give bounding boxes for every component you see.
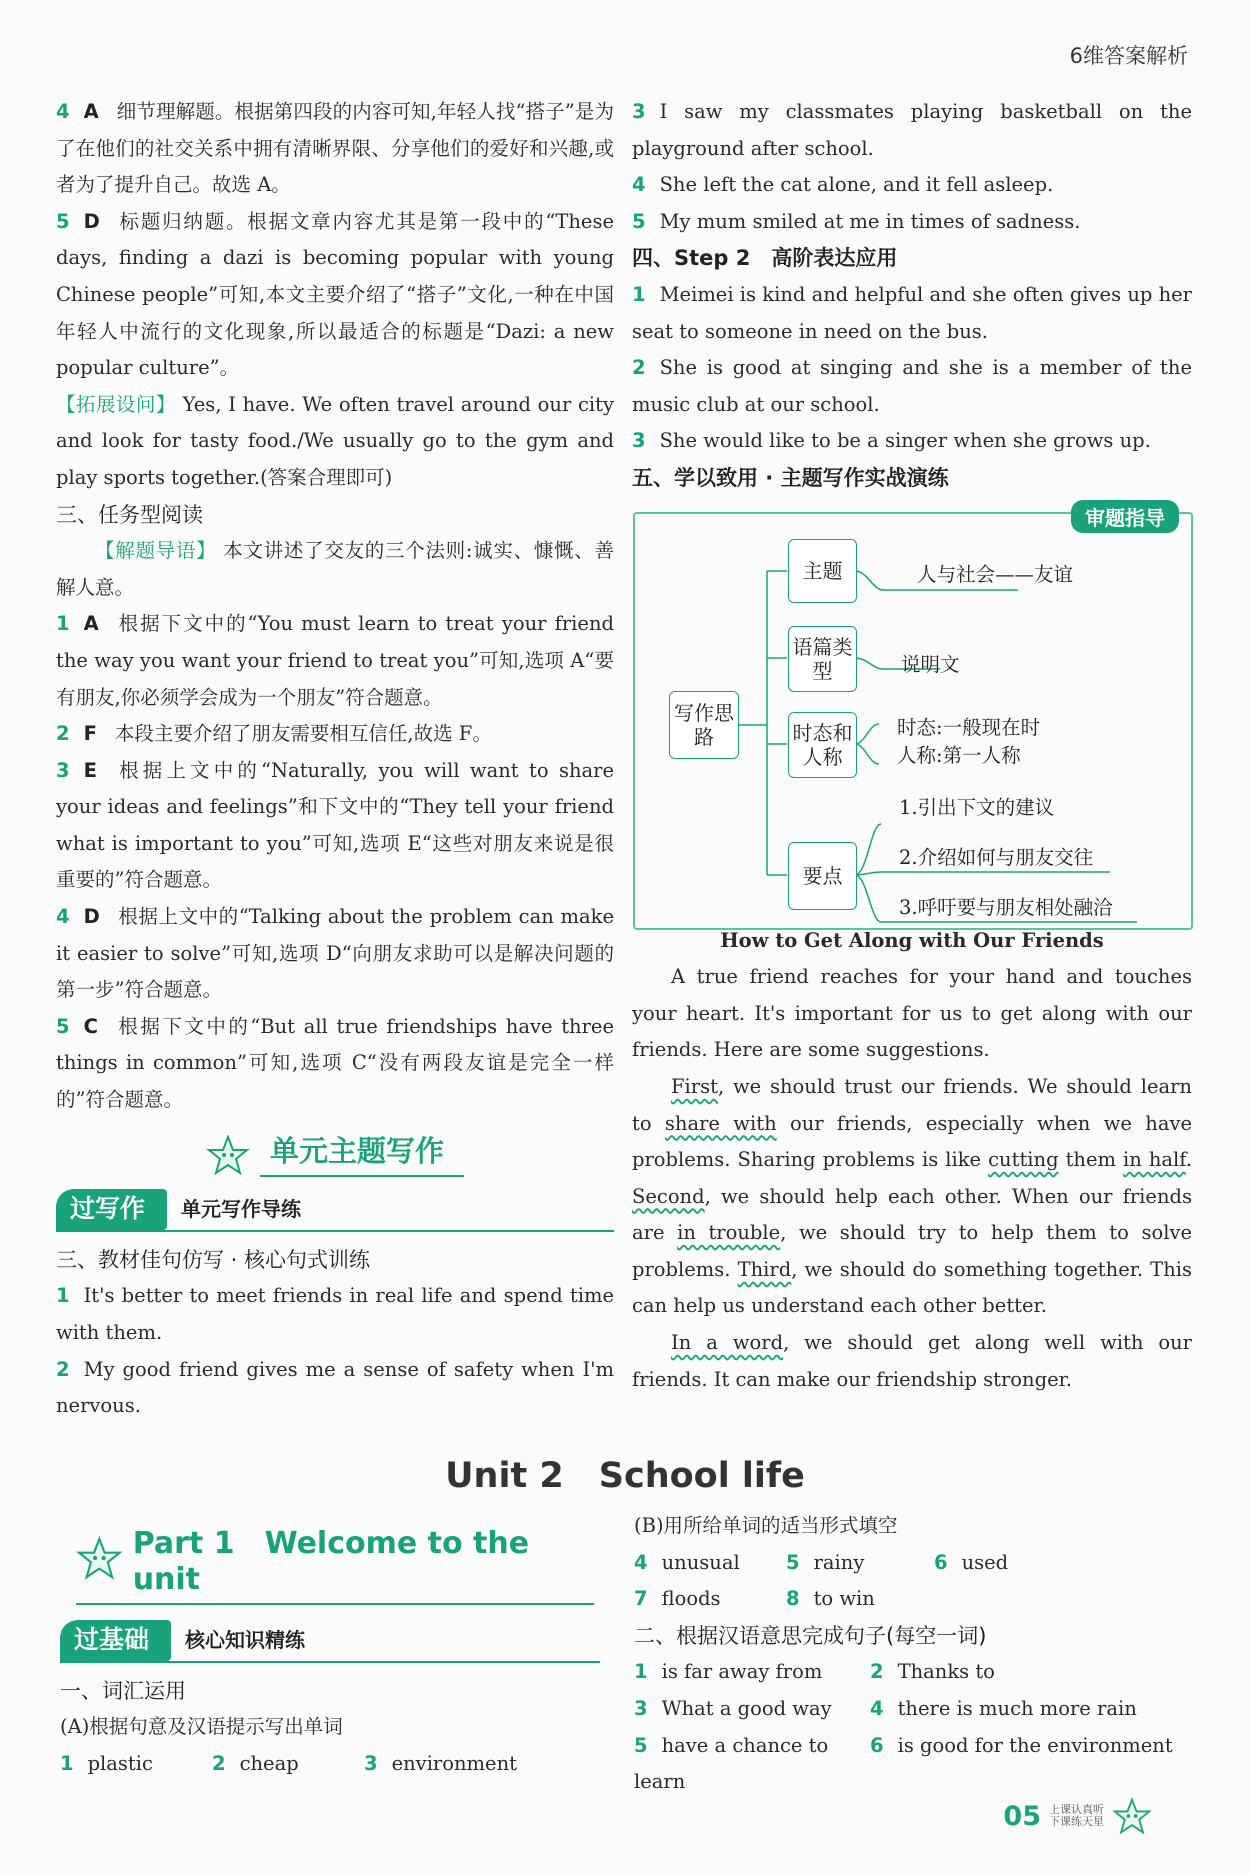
page-footer (1003, 1797, 1152, 1835)
star-mascot-icon (1112, 1797, 1152, 1835)
section-heading: 三、教材佳句仿写 · 核心句式训练 (56, 1247, 371, 1272)
sub-heading: (B)用所给单词的适当形式填空 (634, 1514, 898, 1537)
answer-row: 7 floods 8 to win (634, 1587, 875, 1611)
writing-guide-box (633, 506, 1193, 930)
left-column (56, 94, 614, 1425)
guide-point-1: 1.引出下文的建议 (899, 796, 1055, 819)
answer-row: 1 plastic 2 cheap 3 environment (60, 1751, 517, 1775)
guide-root-box: 写作思路 (669, 691, 739, 759)
basics-left (60, 1614, 600, 1782)
essay-paragraph: In a word, we should get along well with our friends. It can make our friendship stronger. (632, 1331, 1192, 1391)
guide-person-value: 人称:第一人称 (897, 744, 1021, 767)
section-heading: 四、Step 2 高阶表达应用 (632, 246, 898, 271)
guide-topic-box: 主题 (788, 539, 857, 603)
answer-row: 4 unusual 5 rainy 6 used (634, 1550, 1009, 1574)
answer-item: 2 She is good at singing and she is a member of the music club at our school. (632, 356, 1192, 416)
guide-tense-box: 时态和人称 (788, 712, 857, 778)
guide-tense-value: 时态:一般现在时 (897, 716, 1041, 739)
guide-point-3: 3.呼吁要与朋友相处融洽 (899, 896, 1113, 919)
essay-title: How to Get Along with Our Friends (720, 928, 1104, 952)
section-heading: 五、学以致用 · 主题写作实战演练 (632, 465, 949, 490)
answer-row: 3 What a good way 4 there is much more rain (634, 1696, 1137, 1720)
answer-item: 2 F 本段主要介绍了朋友需要相互信任,故选 F。 (56, 722, 492, 746)
page-number: 05 (1003, 1800, 1041, 1832)
sub-heading: (A)根据句意及汉语提示写出单词 (60, 1715, 343, 1739)
footer-slogan: 上课认真听 (1049, 1803, 1104, 1816)
guide-point-2: 2.介绍如何与朋友交往 (899, 846, 1094, 869)
section-heading: 三、任务型阅读 (56, 502, 203, 527)
section-heading: 二、根据汉语意思完成句子(每空一词) (634, 1623, 987, 1648)
footer-slogan: 下课练天星 (1049, 1815, 1104, 1828)
star-mascot-icon (76, 1536, 123, 1580)
answer-item: 4 A 细节理解题。根据第四段的内容可知,年轻人找“搭子”是为了在他们的社交关系中拥有清晰界限、分享他们的爱好和兴趣,或者为了提升自己。故选 A。 (56, 100, 614, 197)
reading-guide: 【解题导语】 本文讲述了交友的三个法则:诚实、慷慨、善解人意。 (56, 539, 614, 599)
essay-paragraph: A true friend reaches for your hand and touches your heart. It's important for us to get along with our friends. Here are some suggestions. (632, 965, 1192, 1062)
answer-item: 4 She left the cat alone, and it fell asleep. (632, 173, 1054, 197)
answer-item: 2 My good friend gives me a sense of safety when I'm nervous. (56, 1357, 614, 1418)
writing-banner: 过写作 单元写作导练 (56, 1189, 614, 1232)
basics-banner: 过基础 核心知识精练 (60, 1620, 600, 1663)
page-header: 6维答案解析 (1069, 44, 1188, 68)
unit-writing-heading: 单元主题写作 (56, 1133, 614, 1178)
answer-item: 4 D 根据上文中的“Talking about the problem can make it easier to solve”可知,选项 D“向朋友求助可以是解决问题的第一步”符合题意。 (56, 905, 614, 1002)
answer-item: 3 She would like to be a singer when she grows up. (632, 429, 1151, 453)
guide-genre-value: 说明文 (901, 653, 960, 676)
answer-item: 5 C 根据下文中的“But all true friendships have three things in common”可知,选项 C“没有两段友谊是完全一样的”符合题意。 (56, 1014, 614, 1112)
answer-item: 1 Meimei is kind and helpful and she often gives up her seat to someone in need on the bus. (632, 282, 1192, 343)
answer-item: 3 E 根据上文中的“Naturally, you will want to share your ideas and feelings”和下文中的“They tell your friend what is important to you”可知,选项 E“这些对朋友来说是很重要的”符合题意。 (56, 758, 614, 892)
guide-points-box: 要点 (788, 842, 857, 910)
extension-question: 【拓展设问】 Yes, I have. We often travel around our city and look for tasty food./We usually go to the gym and play sports together.(答案合理即可) (56, 392, 614, 489)
section-heading: 一、词汇运用 (60, 1678, 186, 1703)
answer-item: 5 D 标题归纳题。根据文章内容尤其是第一段中的“These days, finding a dazi is becoming popular with young Chinese people”可知,本文主要介绍了“搭子”文化,一种在中国年轻人中流行的文化现象,所以最适合的标题是“Dazi: a new popular culture”。 (56, 209, 614, 380)
unit-title: Unit 2 School life (445, 1456, 805, 1496)
answer-row: 5 have a chance to learn 6 is good for the environment (634, 1733, 1173, 1794)
answer-item: 3 I saw my classmates playing basketball on the playground after school. (632, 100, 1192, 160)
star-mascot-icon (206, 1135, 250, 1175)
answer-row: 1 is far away from 2 Thanks to (634, 1660, 995, 1684)
guide-genre-box: 语篇类型 (788, 626, 857, 692)
answer-item: 1 A 根据下文中的“You must learn to treat your friend the way you want your friend to treat you”可知,选项 A“要有朋友,你必须学会成为一个朋友”符合题意。 (56, 612, 614, 709)
guide-label: 审题指导 (1071, 500, 1179, 533)
answer-item: 1 It's better to meet friends in real life and spend time with them. (56, 1284, 614, 1344)
basics-right (634, 1508, 1194, 1801)
essay-paragraph: First, we should trust our friends. We should learn to share with our friends, especially when we have problems. Sharing problems is like cutting them in half. Second, we should help each other. When our friends are in trouble, we should try to help them to solve problems. Third, we should do something together. This can help us understand each other better. (632, 1074, 1192, 1318)
guide-topic-value: 人与社会——友谊 (917, 563, 1074, 586)
answer-item: 5 My mum smiled at me in times of sadness. (632, 209, 1081, 233)
part-heading: Part 1 Welcome to the unit (76, 1518, 594, 1605)
